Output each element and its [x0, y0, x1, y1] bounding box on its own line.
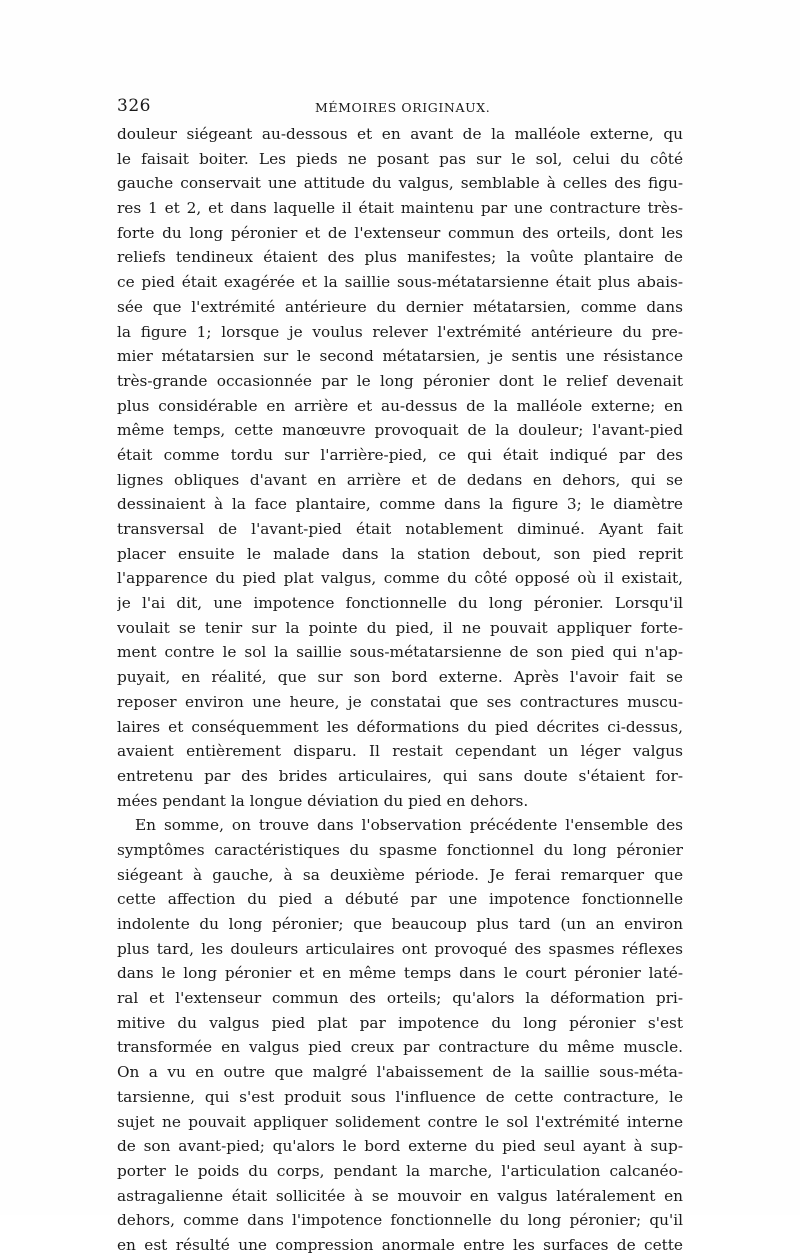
- running-title: MÉMOIRES ORIGINAUX.: [315, 100, 491, 115]
- text-line: voulait se tenir sur la pointe du pied, il ne pouvait appliquer forte-: [117, 618, 683, 637]
- text-line: avaient entièrement disparu. Il restait cependant un léger valgus: [117, 742, 683, 761]
- text-line: de son avant-pied; qu'alors le bord externe du pied seul ayant à sup-: [117, 1137, 683, 1156]
- text-line: indolente du long péronier; que beaucoup plus tard (un an environ: [117, 915, 683, 933]
- text-line: ce pied était exagérée et la saillie sous-métatarsienne était plus abais-: [117, 273, 683, 292]
- text-line: cette affection du pied a débuté par une impotence fonctionnelle: [117, 890, 683, 909]
- text-line: lignes obliques d'avant en arrière et de dedans en dehors, qui se: [117, 470, 683, 489]
- text-line: plus considérable en arrière et au-dessus de la malléole externe; en: [117, 396, 683, 415]
- text-line: même temps, cette manœuvre provoquait de la douleur; l'avant-pied: [117, 421, 683, 440]
- text-line: mier métatarsien sur le second métatarsien, je sentis une résistance: [117, 347, 683, 366]
- text-line: gauche conservait une attitude du valgus, semblable à celles des figu-: [117, 174, 683, 193]
- paragraph-start-line: En somme, on trouve dans l'observation précédente l'ensemble des: [135, 816, 683, 835]
- text-line: ral et l'extenseur commun des orteils; qu'alors la déformation pri-: [117, 989, 683, 1008]
- text-line: astragalienne était sollicitée à se mouvoir en valgus latéralement en: [117, 1186, 683, 1205]
- text-line: placer ensuite le malade dans la station debout, son pied reprit: [117, 544, 683, 563]
- text-line: mitive du valgus pied plat par impotence du long péronier s'est: [117, 1013, 683, 1032]
- text-line: siégeant à gauche, à sa deuxième période. Je ferai remarquer que: [117, 865, 683, 884]
- text-line: transformée en valgus pied creux par contracture du même muscle.: [117, 1038, 683, 1057]
- text-line: res 1 et 2, et dans laquelle il était maintenu par une contracture très-: [117, 199, 683, 218]
- text-line: le faisait boiter. Les pieds ne posant pas sur le sol, celui du côté: [117, 149, 683, 168]
- text-line: tarsienne, qui s'est produit sous l'influence de cette contracture, le: [117, 1087, 683, 1106]
- text-line: douleur siégeant au-dessous et en avant de la malléole externe, qu: [117, 125, 683, 143]
- text-line: laires et conséquemment les déformations du pied décrites ci-dessus,: [117, 717, 683, 736]
- text-line: reliefs tendineux étaient des plus manifestes; la voûte plantaire de: [117, 248, 683, 267]
- paragraph-end-line: mées pendant la longue déviation du pied en dehors.: [117, 791, 529, 810]
- text-line: reposer environ une heure, je constatai que ses contractures muscu-: [117, 692, 683, 711]
- text-line: ment contre le sol la saillie sous-métatarsienne de son pied qui n'ap-: [117, 643, 683, 662]
- body-text: [117, 122, 683, 1258]
- text-line: la figure 1; lorsque je voulus relever l'extrémité antérieure du pre-: [117, 322, 683, 341]
- text-line: je l'ai dit, une impotence fonctionnelle du long péronier. Lorsqu'il: [117, 594, 683, 613]
- text-line: dessinaient à la face plantaire, comme dans la figure 3; le diamètre: [117, 495, 683, 514]
- text-line: On a vu en outre que malgré l'abaissement de la saillie sous-méta-: [117, 1063, 683, 1082]
- text-line: puyait, en réalité, que sur son bord externe. Après l'avoir fait se: [117, 668, 683, 687]
- text-line: forte du long péronier et de l'extenseur commun des orteils, dont les: [117, 223, 683, 242]
- text-line: dehors, comme dans l'impotence fonctionnelle du long péronier; qu'il: [117, 1211, 683, 1230]
- page-header: [117, 96, 683, 118]
- text-line: en est résulté une compression anormale entre les surfaces de cette: [117, 1235, 683, 1254]
- text-line: dans le long péronier et en même temps dans le court péronier laté-: [117, 964, 683, 983]
- text-line: très-grande occasionnée par le long péronier dont le relief devenait: [117, 371, 683, 390]
- text-line: était comme tordu sur l'arrière-pied, ce qui était indiqué par des: [117, 445, 683, 464]
- text-line: transversal de l'avant-pied était notablement diminué. Ayant fait: [117, 520, 683, 538]
- text-line: plus tard, les douleurs articulaires ont provoqué des spasmes réflexes: [117, 939, 683, 958]
- page-number: 326: [117, 96, 151, 116]
- text-line: porter le poids du corps, pendant la marche, l'articulation calcanéo-: [117, 1161, 683, 1180]
- text-line: l'apparence du pied plat valgus, comme du côté opposé où il existait,: [117, 569, 683, 588]
- text-line: entretenu par des brides articulaires, qui sans doute s'étaient for-: [117, 766, 683, 785]
- text-line: symptômes caractéristiques du spasme fonctionnel du long péronier: [117, 840, 683, 859]
- text-line: sée que l'extrémité antérieure du dernier métatarsien, comme dans: [117, 297, 683, 316]
- text-line: sujet ne pouvait appliquer solidement contre le sol l'extrémité interne: [117, 1112, 683, 1131]
